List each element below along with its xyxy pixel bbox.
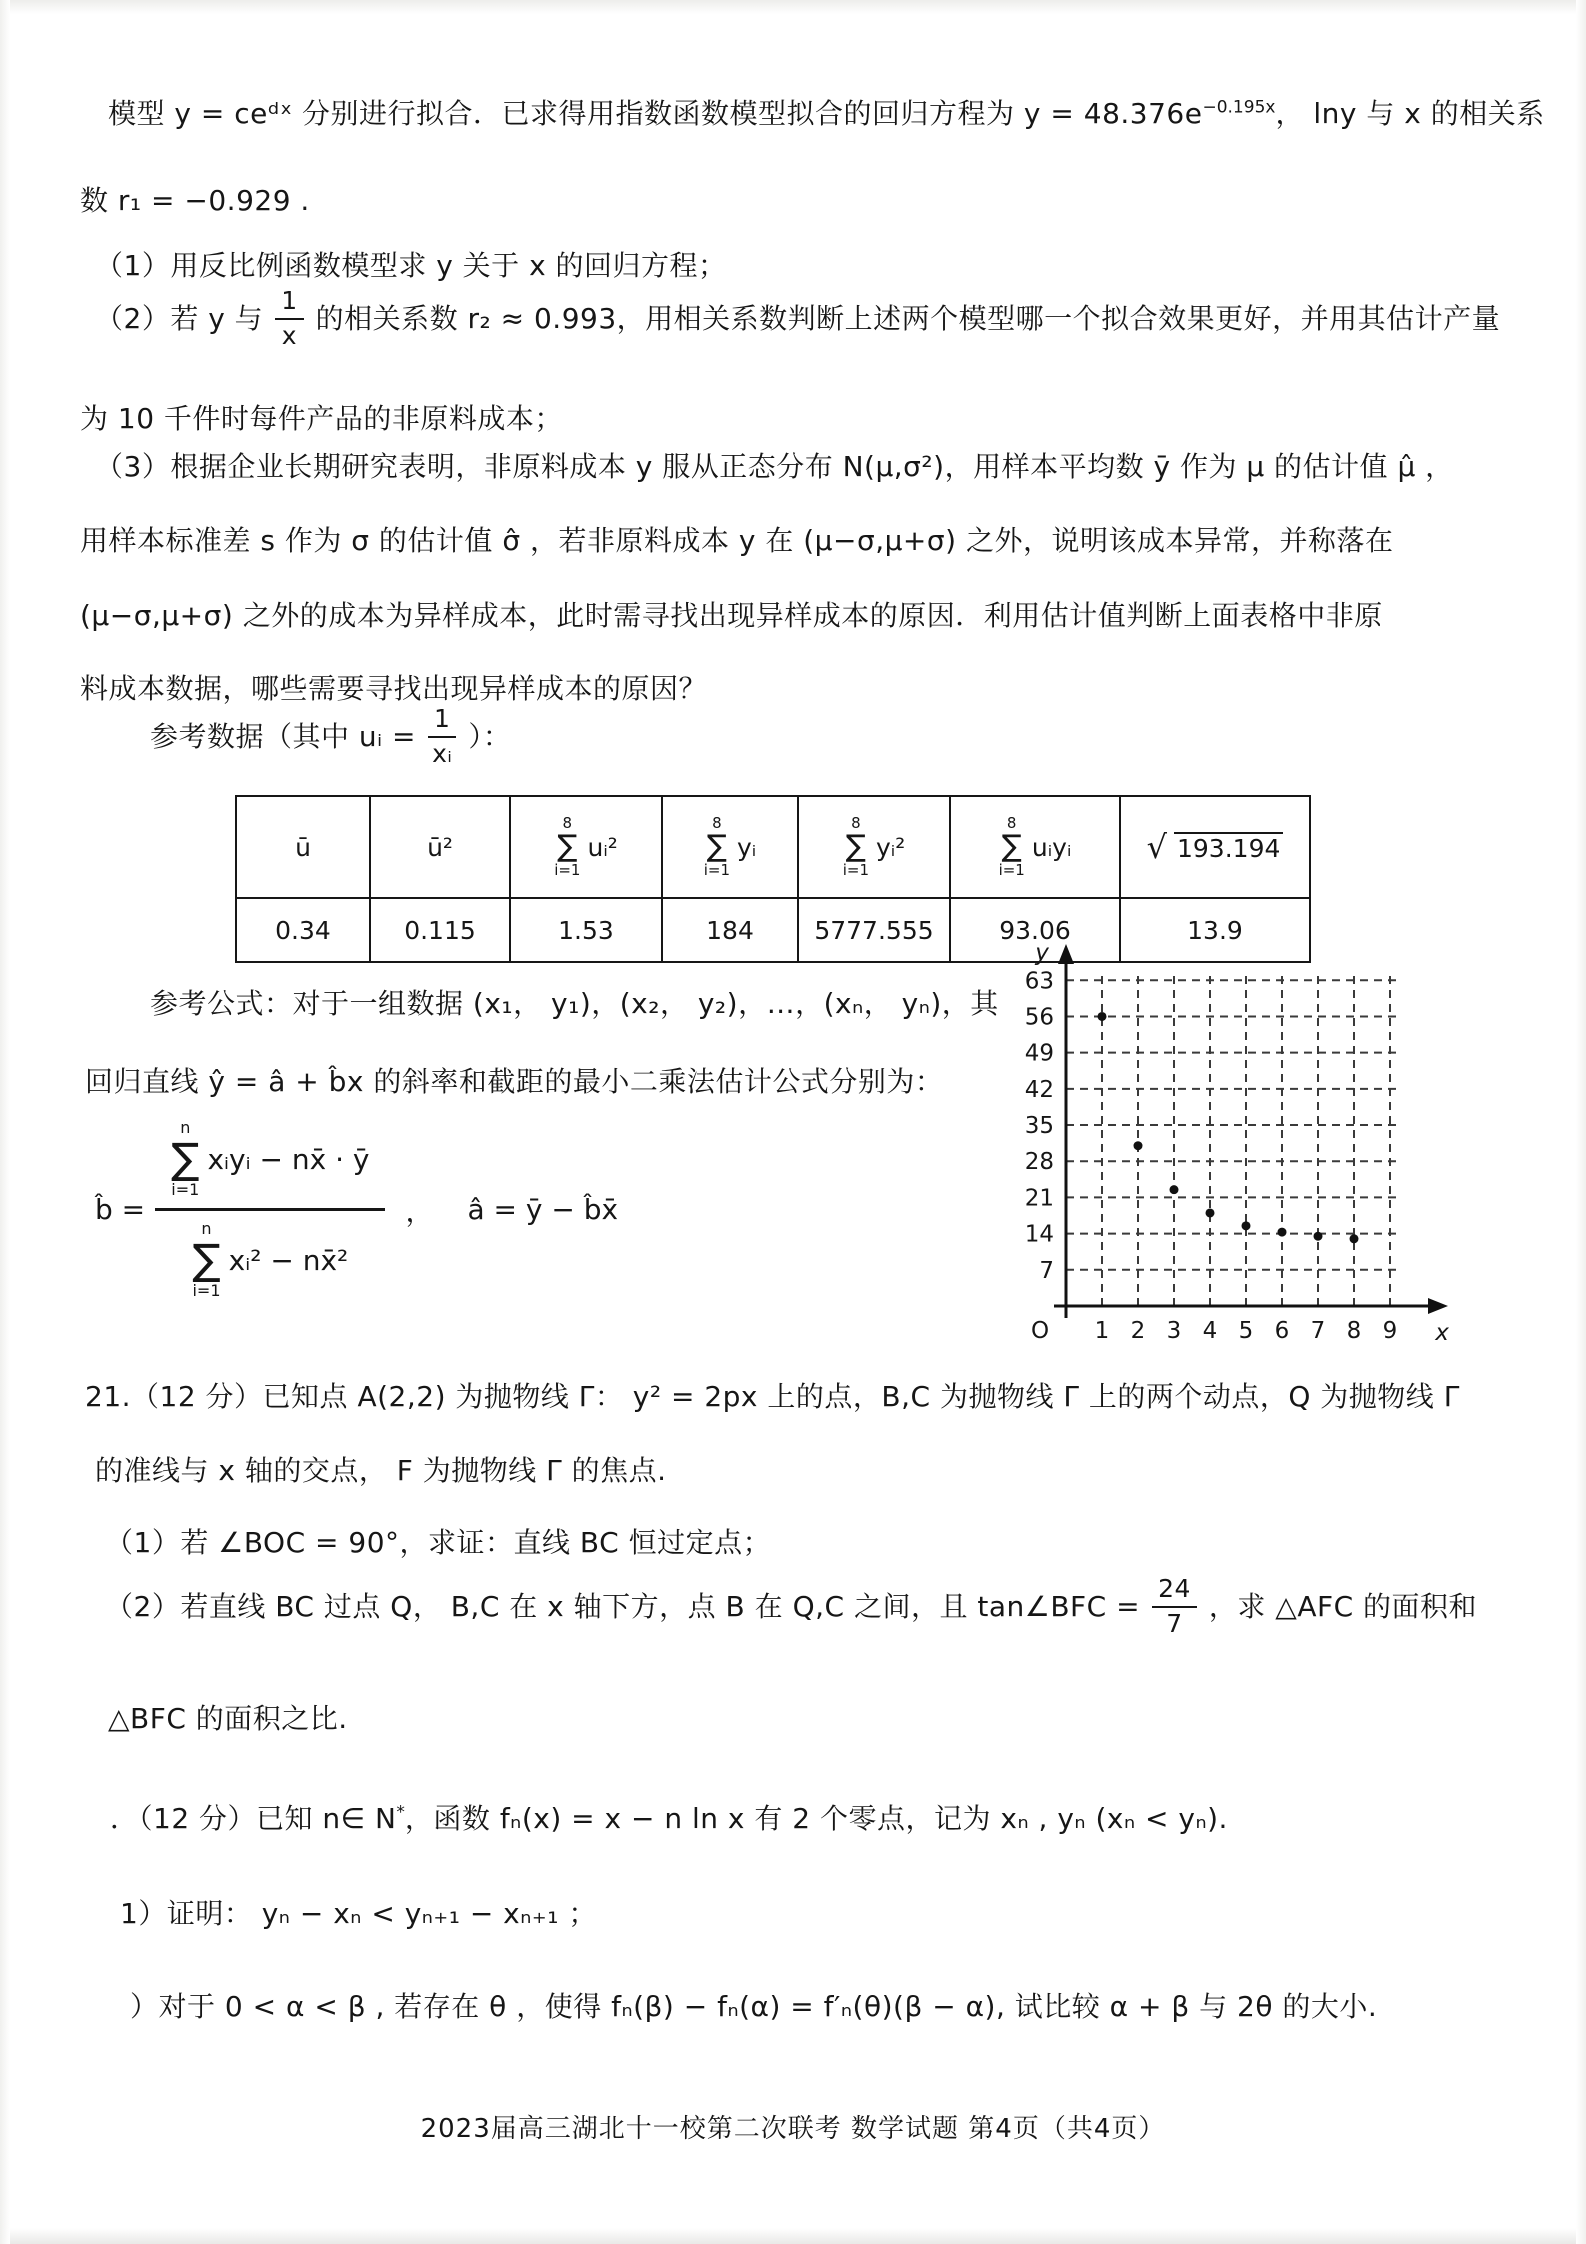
q20-part1: （1）用反比例函数模型求 y 关于 x 的回归方程；	[95, 249, 727, 282]
bhat-denominator	[192, 1211, 348, 1299]
q21-part2-line1	[105, 1575, 1477, 1639]
q20-intro-line1	[108, 95, 1545, 133]
q21-part2-before: （2）若直线 BC 过点 Q， B,C 在 x 轴下方，点 B 在 Q,C 之间，且 tan∠BFC =	[105, 1589, 1141, 1623]
sigma-notation: n ∑ i=1	[192, 1219, 221, 1300]
formula-intro-line1: 参考公式：对于一组数据 (x₁， y₁)，(x₂， y₂)，…，(xₙ， yₙ)，其	[150, 987, 999, 1020]
formula-separator: ，	[405, 1194, 434, 1228]
q22-nstar-superscript: *	[396, 1802, 405, 1823]
data-point	[1242, 1221, 1251, 1230]
x-axis-arrow	[1428, 1298, 1448, 1314]
reference-data-before: 参考数据（其中 uᵢ =	[150, 719, 417, 753]
radical-sign: √	[1146, 828, 1167, 866]
table-value-cell: 1.53	[510, 898, 662, 962]
fraction-numerator: 1	[428, 705, 456, 738]
page-footer: 2023届高三湖北十一校第二次联考 数学试题 第4页（共4页）	[420, 2114, 1166, 2144]
inline-fraction-1-over-xi	[428, 705, 456, 769]
q20-part2-line1	[95, 287, 1500, 351]
inline-fraction-24-over-7	[1152, 1575, 1197, 1639]
q20-part3-line2: 用样本标准差 s 作为 σ 的估计值 σ̂ ，若非原料成本 y 在 (μ−σ,μ+σ) 之外，说明该成本异常，并称落在	[80, 524, 1394, 557]
y-tick-label: 42	[1024, 1076, 1054, 1103]
q20-part2-before: （2）若 y 与	[95, 301, 264, 335]
reference-data-after: ）：	[468, 719, 512, 753]
q20-part3-line1: （3）根据企业长期研究表明，非原料成本 y 服从正态分布 N(μ,σ²)，用样本平均数 ȳ 作为 μ 的估计值 μ̂ ，	[95, 450, 1454, 483]
x-tick-label: 4	[1202, 1318, 1218, 1344]
q20-intro-line1-text: 模型 y = ceᵈˣ 分别进行拟合．已求得用指数函数模型拟合的回归方程为 y = 48.376e	[108, 97, 1203, 130]
table-header-cell: 8 ∑ i=1 uᵢ²	[510, 796, 662, 898]
table-header-cell: 8 ∑ i=1 yᵢ²	[798, 796, 950, 898]
bhat-lhs: b̂ =	[95, 1193, 146, 1226]
q22-part2: ）对于 0 < α < β , 若存在 θ ，使得 fₙ(β) − fₙ(α) = f′ₙ(θ)(β − α), 试比较 α + β 与 2θ 的大小.	[130, 1990, 1378, 2023]
y-tick-label: 49	[1024, 1040, 1054, 1067]
q20-exponent: −0.195x	[1202, 97, 1276, 118]
q20-intro-line2: 数 r₁ = −0.929 .	[80, 184, 310, 217]
table-header-cell: ū²	[370, 796, 510, 898]
table-value-cell: 184	[662, 898, 798, 962]
q21-line1: 21.（12 分）已知点 A(2,2) 为抛物线 Γ： y² = 2px 上的点，B,C 为抛物线 Γ 上的两个动点，Q 为抛物线 Γ	[85, 1380, 1460, 1413]
table-header-cell: ū	[236, 796, 370, 898]
formula-intro-line2: 回归直线 ŷ = â + b̂x 的斜率和截距的最小二乘法估计公式分别为：	[85, 1065, 944, 1098]
x-tick-label: 8	[1346, 1318, 1362, 1344]
q21-part2-after: ，求 △AFC 的面积和	[1208, 1589, 1478, 1623]
table-header-cell: 8 ∑ i=1 uᵢyᵢ	[950, 796, 1120, 898]
table-header-cell: √ 193.194	[1120, 796, 1310, 898]
x-tick-label: 9	[1382, 1318, 1398, 1344]
data-point	[1170, 1185, 1179, 1194]
table-value-cell: 5777.555	[798, 898, 950, 962]
q22-part1: 1）证明： yₙ − xₙ < yₙ₊₁ − xₙ₊₁ ；	[120, 1897, 597, 1930]
y-tick-label: 35	[1024, 1113, 1054, 1140]
x-tick-label: 3	[1166, 1318, 1182, 1344]
fraction-denominator: 7	[1166, 1608, 1183, 1638]
bhat-fraction	[155, 1120, 385, 1299]
x-tick-label: 6	[1274, 1318, 1290, 1344]
ahat-formula: â = ȳ − b̂x̄	[467, 1193, 619, 1226]
x-tick-label: 2	[1130, 1318, 1146, 1344]
y-axis-arrow	[1058, 944, 1074, 964]
q21-line2: 的准线与 x 轴的交点， F 为抛物线 Γ 的焦点.	[95, 1454, 667, 1487]
data-point	[1206, 1208, 1215, 1217]
data-point	[1350, 1234, 1359, 1243]
fraction-numerator: 24	[1152, 1575, 1197, 1608]
q20-intro-line1-tail: ， lny 与 x 的相关系	[1275, 97, 1545, 130]
sigma-notation: n ∑ i=1	[171, 1118, 200, 1199]
data-point	[1098, 1012, 1107, 1021]
y-tick-label: 63	[1024, 968, 1054, 995]
denominator-expression: xᵢ² − nx̄²	[228, 1243, 349, 1277]
y-tick-label: 56	[1024, 1004, 1054, 1031]
y-tick-label: 21	[1024, 1185, 1054, 1212]
scan-artifact-right	[1576, 0, 1586, 2244]
y-axis-label: y	[1035, 940, 1049, 966]
scatter-plot	[1012, 938, 1457, 1350]
table-header-cell: 8 ∑ i=1 yᵢ	[662, 796, 798, 898]
bhat-numerator	[155, 1120, 385, 1211]
x-axis-label: x	[1435, 1320, 1449, 1346]
stats-table-head-row	[236, 796, 1310, 898]
y-tick-label: 28	[1024, 1149, 1054, 1176]
q22-line1-text: ．（12 分）已知 n∈ N	[110, 1802, 397, 1835]
fraction-denominator: x	[281, 320, 298, 350]
table-value-cell: 93.06	[950, 898, 1120, 962]
inline-fraction-1-over-x	[275, 287, 303, 351]
y-tick-label: 7	[1039, 1257, 1054, 1284]
data-point	[1134, 1141, 1143, 1150]
table-value-cell: 13.9	[1120, 898, 1310, 962]
numerator-expression: xᵢyᵢ − nx̄ · ȳ	[207, 1142, 370, 1176]
q21-part1: （1）若 ∠BOC = 90°，求证：直线 BC 恒过定点；	[105, 1526, 772, 1559]
scan-artifact-bottom	[0, 2228, 1586, 2244]
scan-artifact-left	[0, 0, 10, 2244]
table-value-cell: 0.115	[370, 898, 510, 962]
fraction-denominator: xᵢ	[432, 738, 453, 768]
scan-artifact-top	[0, 0, 1586, 14]
sigma-notation: 8 ∑ i=1	[554, 814, 581, 879]
reference-data-caption	[150, 705, 511, 769]
sigma-notation: 8 ∑ i=1	[842, 814, 869, 879]
least-squares-formula	[95, 1120, 618, 1299]
q20-part2-line2: 为 10 千件时每件产品的非原料成本；	[80, 402, 563, 435]
y-tick-label: 14	[1024, 1221, 1054, 1248]
x-tick-label: 7	[1310, 1318, 1326, 1344]
q20-part2-after: 的相关系数 r₂ ≈ 0.993，用相关系数判断上述两个模型哪一个拟合效果更好，并用其估计产量	[315, 301, 1501, 335]
q22-line1-tail: ，函数 fₙ(x) = x − n ln x 有 2 个零点，记为 xₙ , yₙ (xₙ < yₙ).	[404, 1802, 1228, 1835]
q20-part3-line4: 料成本数据，哪些需要寻找出现异样成本的原因？	[80, 672, 708, 705]
data-point	[1314, 1232, 1323, 1241]
table-value-cell: 0.34	[236, 898, 370, 962]
x-tick-label: 5	[1238, 1318, 1254, 1344]
x-tick-label: 1	[1094, 1318, 1110, 1344]
sigma-notation: 8 ∑ i=1	[703, 814, 730, 879]
fraction-numerator: 1	[275, 287, 303, 320]
data-point	[1278, 1228, 1287, 1237]
sigma-notation: 8 ∑ i=1	[998, 814, 1025, 879]
q22-line1	[110, 1800, 1228, 1838]
q20-part3-line3: (μ−σ,μ+σ) 之外的成本为异样成本，此时需寻找出现异样成本的原因．利用估计值判断上面表格中非原	[80, 599, 1383, 632]
q21-part2-line2: △BFC 的面积之比.	[108, 1702, 348, 1735]
origin-label: O	[1030, 1318, 1050, 1344]
